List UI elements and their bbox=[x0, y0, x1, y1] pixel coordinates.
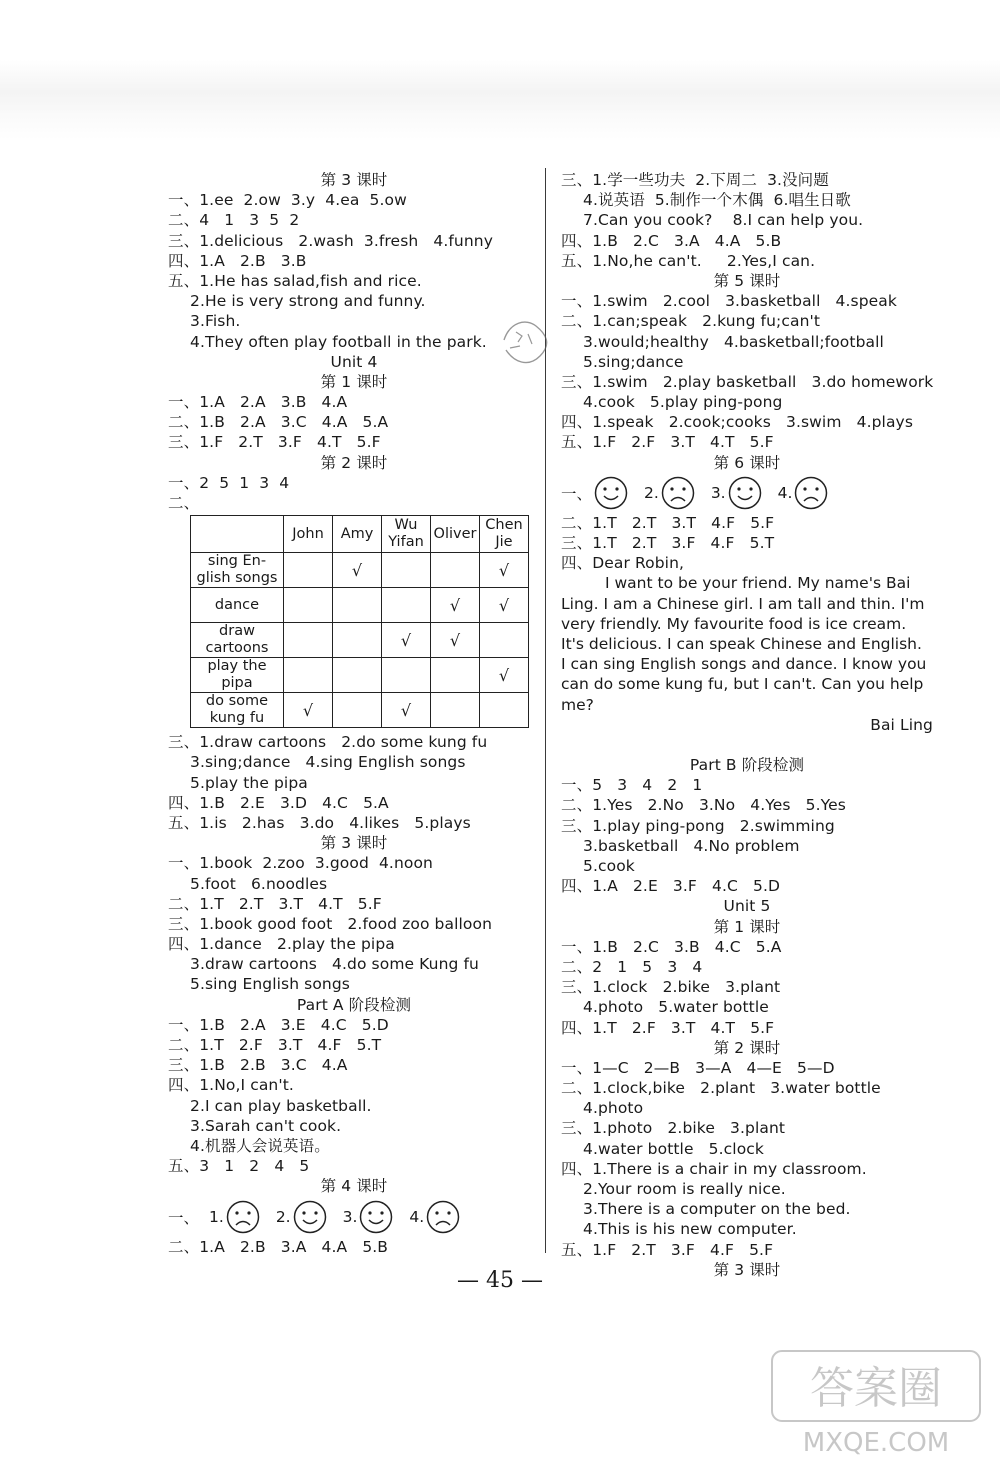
answer-line: 4.机器人会说英语。 bbox=[190, 1136, 330, 1155]
page-number: — 45 — bbox=[457, 1268, 543, 1293]
answer-line: 4.They often play football in the park. bbox=[190, 332, 487, 351]
answer-line: 五、1.He has salad,fish and rice. bbox=[168, 271, 422, 290]
answer-line: 二、1.clock,bike 2.plant 3.water bottle bbox=[561, 1079, 881, 1098]
row-label: draw cartoons bbox=[191, 623, 284, 658]
empty-cell bbox=[284, 588, 333, 623]
answer-line: 三、1.swim 2.play basketball 3.do homework bbox=[561, 372, 934, 391]
question-number: 一、 bbox=[561, 484, 593, 503]
empty-cell bbox=[480, 623, 529, 658]
answer-line: 3.There is a computer on the bed. bbox=[583, 1200, 851, 1219]
answer-line: Unit 4 bbox=[330, 352, 378, 371]
letter-line: can do some kung fu, but I can't. Can you help bbox=[561, 675, 924, 694]
smiley-face-icon bbox=[359, 1200, 393, 1234]
smiley-face-icon bbox=[728, 476, 762, 510]
answer-line: 三、1.T 2.T 3.F 4.F 5.T bbox=[561, 534, 775, 552]
answer-line: 二、1.can;speak 2.kung fu;can't bbox=[561, 312, 821, 331]
row-label: do some kung fu bbox=[191, 693, 284, 728]
answer-line: 一、1.B 2.A 3.E 4.C 5.D bbox=[168, 1015, 389, 1034]
answer-line: 二、1.A 2.B 3.A 4.A 5.B bbox=[168, 1237, 389, 1256]
empty-cell bbox=[480, 693, 529, 728]
answer-line: 第 5 课时 bbox=[713, 271, 781, 290]
svg-text:答案圈: 答案圈 bbox=[810, 1363, 942, 1414]
scan-header-band bbox=[0, 60, 1000, 140]
answer-line: 2.Your room is really nice. bbox=[583, 1180, 786, 1198]
answer-line: 四、1.There is a chair in my classroom. bbox=[561, 1159, 867, 1178]
answer-line: 4.photo bbox=[583, 1099, 644, 1118]
answer-line: 五、1.No,he can't. 2.Yes,I can. bbox=[561, 251, 816, 270]
answer-line: 二、2 1 5 3 4 bbox=[561, 957, 703, 976]
face-label: 4. bbox=[777, 483, 793, 502]
answer-line: 一、1—C 2—B 3—A 4—E 5—D bbox=[561, 1058, 835, 1077]
answer-line: 五、1.is 2.has 3.do 4.likes 5.plays bbox=[168, 813, 471, 832]
answer-line: 一、1.A 2.A 3.B 4.A bbox=[168, 393, 348, 412]
face-answer-row bbox=[561, 473, 933, 513]
letter-line: It's delicious. I can speak Chinese and English. bbox=[561, 634, 922, 653]
answer-line: 五、1.F 2.T 3.F 4.F 5.F bbox=[561, 1240, 774, 1259]
smiley-face-icon bbox=[594, 476, 628, 510]
letter-line: me? bbox=[561, 695, 594, 714]
answer-line: 第 1 课时 bbox=[713, 917, 781, 936]
row-label: play the pipa bbox=[191, 658, 284, 693]
answer-line: 四、1.speak 2.cook;cooks 3.swim 4.plays bbox=[561, 413, 913, 432]
table-row bbox=[191, 623, 529, 658]
answer-line: 3.sing;dance 4.sing English songs bbox=[190, 753, 466, 772]
table-header: Chen Jie bbox=[480, 516, 529, 553]
empty-cell bbox=[333, 588, 382, 623]
answer-line: 第 4 课时 bbox=[320, 1177, 388, 1196]
answer-line: 第 1 课时 bbox=[320, 372, 388, 391]
empty-cell bbox=[382, 588, 431, 623]
answer-line: 2.I can play basketball. bbox=[190, 1096, 372, 1115]
answer-line: 一、2 5 1 3 4 bbox=[168, 473, 290, 492]
answer-line: 第 2 课时 bbox=[713, 1038, 781, 1057]
answer-line: 第 6 课时 bbox=[713, 453, 781, 472]
answer-line: 三、1.photo 2.bike 3.plant bbox=[561, 1119, 786, 1138]
check-mark-cell: √ bbox=[480, 658, 529, 693]
spacer bbox=[561, 735, 933, 755]
watermark-logo bbox=[766, 1343, 986, 1463]
answer-line: 四、1.T 2.F 3.T 4.T 5.F bbox=[561, 1018, 775, 1037]
answer-line: 二、1.T 2.T 3.T 4.F 5.F bbox=[561, 513, 775, 532]
answer-line: 3.draw cartoons 4.do some Kung fu bbox=[190, 955, 479, 974]
answer-line: 二、1.B 2.A 3.C 4.A 5.A bbox=[168, 413, 389, 432]
answer-line: 四、1.B 2.E 3.D 4.C 5.A bbox=[168, 793, 389, 812]
answer-line: 三、1.clock 2.bike 3.plant bbox=[561, 978, 781, 997]
answer-line: 4.说英语 5.制作一个木偶 6.唱生日歌 bbox=[583, 191, 851, 210]
table-row bbox=[191, 658, 529, 693]
empty-cell bbox=[382, 553, 431, 588]
sad-face-icon bbox=[226, 1200, 260, 1234]
answer-line: 3.would;healthy 4.basketball;football bbox=[583, 332, 884, 351]
answer-line: 二、1.T 2.F 3.T 4.F 5.T bbox=[168, 1036, 382, 1054]
sad-face-icon bbox=[661, 476, 695, 510]
answer-line: 四、1.A 2.E 3.F 4.C 5.D bbox=[561, 877, 781, 896]
sad-face-icon bbox=[426, 1200, 460, 1234]
table-header: John bbox=[284, 516, 333, 553]
question-number: 一、 bbox=[168, 1208, 200, 1227]
answer-line: 三、1.F 2.T 3.F 4.T 5.F bbox=[168, 433, 381, 452]
answer-line: 四、Dear Robin, bbox=[561, 554, 685, 573]
answer-line: 三、1.B 2.B 3.C 4.A bbox=[168, 1056, 348, 1075]
answer-line: 5.sing English songs bbox=[190, 975, 350, 994]
empty-cell bbox=[333, 658, 382, 693]
answer-line: 二、 bbox=[168, 494, 200, 512]
face-label: 1. bbox=[209, 1207, 224, 1226]
table-header: Oliver bbox=[431, 516, 480, 553]
answer-line: 五、3 1 2 4 5 bbox=[168, 1157, 310, 1176]
answer-line: 二、4 1 3 5 2 bbox=[168, 211, 300, 230]
answer-line: 第 3 课时 bbox=[320, 834, 388, 853]
answer-line: 第 3 课时 bbox=[713, 1260, 781, 1279]
table-row bbox=[191, 553, 529, 588]
empty-cell bbox=[333, 693, 382, 728]
check-mark-cell: √ bbox=[480, 588, 529, 623]
empty-cell bbox=[431, 693, 480, 728]
answer-line: 2.He is very strong and funny. bbox=[190, 292, 426, 311]
check-mark-cell: √ bbox=[382, 693, 431, 728]
answer-line: 第 3 课时 bbox=[320, 171, 388, 189]
svg-text:MXQE.COM: MXQE.COM bbox=[802, 1428, 950, 1458]
answer-line: 4.This is his new computer. bbox=[583, 1220, 797, 1239]
answer-line: 3.Sarah can't cook. bbox=[190, 1116, 342, 1135]
empty-cell bbox=[284, 658, 333, 693]
table-corner bbox=[191, 516, 284, 553]
answer-line: 3.Fish. bbox=[190, 312, 241, 331]
left-column bbox=[168, 170, 540, 1257]
scribble-doodle bbox=[496, 310, 558, 370]
table-row bbox=[191, 693, 529, 728]
answer-line: 三、1.delicious 2.wash 3.fresh 4.funny bbox=[168, 231, 493, 250]
empty-cell bbox=[382, 658, 431, 693]
letter-line: I can sing English songs and dance. I know you bbox=[561, 655, 927, 674]
letter-line: Ling. I am a Chinese girl. I am tall and thin. I'm bbox=[561, 594, 925, 613]
row-label: sing En- glish songs bbox=[191, 553, 284, 588]
answer-line: 五、1.F 2.F 3.T 4.T 5.F bbox=[561, 433, 774, 452]
answer-line: 5.cook bbox=[583, 857, 635, 875]
answer-line: 三、1.draw cartoons 2.do some kung fu bbox=[168, 733, 488, 752]
empty-cell bbox=[431, 553, 480, 588]
answer-line: 四、1.dance 2.play the pipa bbox=[168, 935, 395, 954]
face-label: 4. bbox=[409, 1207, 425, 1226]
table-header: Amy bbox=[333, 516, 382, 553]
empty-cell bbox=[431, 658, 480, 693]
letter-line: very friendly. My favourite food is ice cream. bbox=[561, 614, 907, 633]
answer-line: Part B 阶段检测 bbox=[689, 756, 805, 775]
answer-line: 四、1.No,I can't. bbox=[168, 1076, 294, 1095]
letter-signature: Bai Ling bbox=[870, 715, 933, 734]
answer-line: 5.foot 6.noodles bbox=[190, 874, 328, 893]
answer-line: 第 2 课时 bbox=[320, 453, 388, 472]
sad-face-icon bbox=[794, 476, 828, 510]
check-mark-cell: √ bbox=[431, 588, 480, 623]
row-label: dance bbox=[191, 588, 284, 623]
empty-cell bbox=[333, 623, 382, 658]
answer-line: 四、1.B 2.C 3.A 4.A 5.B bbox=[561, 231, 782, 250]
face-label: 2. bbox=[644, 483, 659, 502]
answer-line: 三、1.学一些功夫 2.下周二 3.没问题 bbox=[561, 171, 829, 189]
check-mark-cell: √ bbox=[480, 553, 529, 588]
answer-line: 二、1.T 2.T 3.T 4.T 5.F bbox=[168, 894, 382, 913]
answer-line: 3.basketball 4.No problem bbox=[583, 836, 800, 855]
answer-line: Part A 阶段检测 bbox=[296, 995, 412, 1014]
answer-line: 一、1.swim 2.cool 3.basketball 4.speak bbox=[561, 292, 897, 311]
answer-table bbox=[190, 515, 529, 728]
answer-line: 7.Can you cook? 8.I can help you. bbox=[583, 211, 864, 230]
empty-cell bbox=[284, 623, 333, 658]
table-header: Wu Yifan bbox=[382, 516, 431, 553]
table-row bbox=[191, 588, 529, 623]
face-label: 2. bbox=[275, 1207, 291, 1226]
face-label: 3. bbox=[342, 1207, 358, 1226]
answer-line: 二、1.Yes 2.No 3.No 4.Yes 5.Yes bbox=[561, 796, 846, 815]
right-column bbox=[561, 170, 933, 1280]
answer-line: 一、5 3 4 2 1 bbox=[561, 776, 703, 795]
answer-line: 5.sing;dance bbox=[583, 352, 684, 371]
face-answer-row bbox=[168, 1197, 540, 1237]
answer-line: 一、1.ee 2.ow 3.y 4.ea 5.ow bbox=[168, 191, 407, 210]
answer-line: 4.photo 5.water bottle bbox=[583, 998, 769, 1017]
letter-line: I want to be your friend. My name's Bai bbox=[605, 574, 911, 593]
check-mark-cell: √ bbox=[284, 693, 333, 728]
answer-line: 三、1.book good foot 2.food zoo balloon bbox=[168, 914, 492, 933]
answer-line: Unit 5 bbox=[723, 897, 771, 916]
empty-cell bbox=[284, 553, 333, 588]
answer-line: 4.cook 5.play ping-pong bbox=[583, 393, 783, 412]
answer-line: 一、1.book 2.zoo 3.good 4.noon bbox=[168, 854, 433, 873]
answer-line: 一、1.B 2.C 3.B 4.C 5.A bbox=[561, 937, 782, 956]
answer-line: 四、1.A 2.B 3.B bbox=[168, 251, 307, 270]
face-label: 3. bbox=[710, 483, 726, 502]
answer-line: 5.play the pipa bbox=[190, 773, 308, 792]
answer-line: 三、1.play ping-pong 2.swimming bbox=[561, 816, 835, 835]
check-mark-cell: √ bbox=[333, 553, 382, 588]
check-mark-cell: √ bbox=[382, 623, 431, 658]
answer-line: 4.water bottle 5.clock bbox=[583, 1139, 764, 1158]
check-mark-cell: √ bbox=[431, 623, 480, 658]
smiley-face-icon bbox=[293, 1200, 327, 1234]
